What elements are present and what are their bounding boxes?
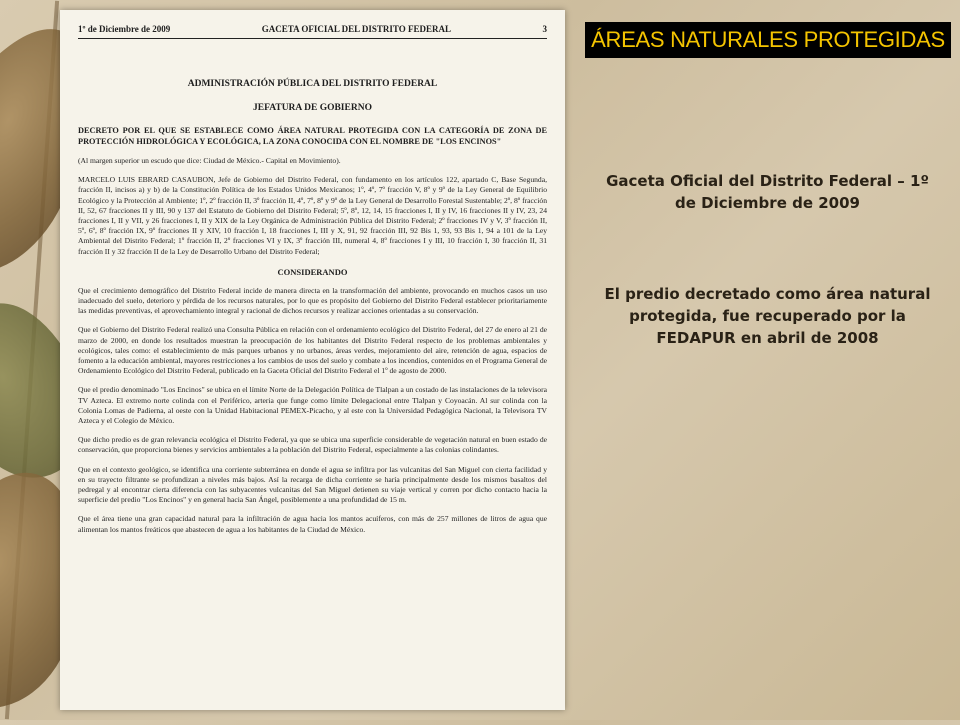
paragraph-3: Que el predio denominado "Los Encinos" se ubica en el límite Norte de la Delegación Política de Tlalpan a un costado de las instalaciones de la televisora TV Azteca. El extremo norte colinda con el Periférico, arteria que funge como límite Delegacional entre Tlalpan y Coyoacán. Al sur colinda con la Colonia Lomas de Padierna, al oeste con la Unidad Habitacional PEMEX-Picacho, y al este con la Universidad Pedagógica Nacional, la Televisora TV Azteca y el Colegio de México. (78, 385, 547, 426)
intro-paragraph: MARCELO LUIS EBRARD CASAUBON, Jefe de Gobierno del Distrito Federal, con fundamento en los artículos 122, apartado C, Base Segunda, fracción II, incisos a) y b) de la Constitución Política de los Estados Unidos Mexicanos; 1º, 4º, 7º fracción V, 8º y 9º de la Ley General de Equilibrio Ecológico y la Protección al Ambiente; 1º, 2º fracción II, 3º fracción II, 4º, 7º, 8º y 9º de la Ley General de Desarrollo Forestal Sustentable; 2º, 8º fracción II, 52, 67 fracciones II y III, 90 y 137 del Estatuto de Gobierno del Distrito Federal; 5º, 8º, 12, 14, 15 fracciones I, II y IV, 16 fracciones II y IV, 23, 24 fracciones I, II y VII, y 26 fracciones I, II y XIX de la Ley Orgánica de Administración Pública del Distrito Federal; 2º fracciones IV y V, 3º fracción II, 5º, 6º, 8º fracción IX, 9º fracciones II y XIV, 10 fracción I, 18 fracciones I, III y X, 91, 92 fracción III, 92 Bis 1, 93, 93 Bis 1, 94 a 101 de la Ley Ambiental del Distrito Federal; 1º fracción II, 2º fracciones VI y IX, 3º fracción III, numeral 4, 8º fracciones I y III, 10 fracción I, 30 fracción II, 31 fracción II y 32 fracción II de la Ley de Desarrollo Urbano del Distrito Federal; (78, 175, 547, 256)
paragraph-1: Que el crecimiento demográfico del Distrito Federal incide de manera directa en la transformación del ambiente, provocando en muchos casos un uso inadecuado del suelo, deterioro y pérdida de los recursos naturales, por lo que es propósito del Gobierno del Distrito Federal establecer prioritariamente las medidas preventivas, el aprovechamiento integral y racional de dichos recursos y realizar acciones orientadas a su conservación. (78, 285, 547, 316)
caption-fedapur-recovery: El predio decretado como área natural protegida, fue recuperado por la FEDAPUR en abril de 2008 (604, 285, 931, 347)
paragraph-5: Que en el contexto geológico, se identifica una corriente subterránea en donde el agua se infiltra por las vulcanitas del San Miguel con cierta facilidad y en su trayecto filtrante se profundizan a niveles más bajos. Así la recarga de dicha corriente se haría principalmente desde los mismos basaltos del pedregal y al encontrar cierta diferencia con las subyacentes vulcanitas del San Miguel detienen su viaje vertical y corren por dicho contacto hacia la superficie del predio "Los Encinos" y en general hacia San Ángel, posiblemente a una profundidad de 15 m. (78, 464, 547, 505)
considerando-heading: CONSIDERANDO (277, 266, 348, 277)
margin-note: (Al margen superior un escudo que dice: Ciudad de México.- Capital en Movimiento). (78, 156, 341, 165)
header-page-number: 3 (542, 24, 547, 34)
header-date: 1º de Diciembre de 2009 (78, 24, 171, 34)
caption-gazette-date: Gaceta Oficial del Distrito Federal – 1º de Diciembre de 2009 (606, 172, 929, 212)
paragraph-2: Que el Gobierno del Distrito Federal realizó una Consulta Pública en relación con el ordenamiento ecológico del Distrito Federal, del 27 de enero al 21 de marzo de 2000, en donde los resultados muestran la preocupación de los habitantes del Distrito Federal respecto de los problemas ambientales y ecológicos, tales como: el establecimiento de más parques urbanos y no urbanos, áreas verdes, mejoramiento del aire, retención de agua, espacios de fomento a la educación ambiental, mayores restricciones a los cambios de usos del suelo y combate a los incendios, contenidos en el Programa General de Ordenamiento Ecológico del Distrito Federal, publicado en la Gaceta Oficial del Distrito Federal el 1º de agosto de 2000. (78, 325, 547, 376)
admin-heading: ADMINISTRACIÓN PÚBLICA DEL DISTRITO FEDERAL (187, 79, 438, 89)
jefatura-heading: JEFATURA DE GOBIERNO (253, 103, 372, 113)
slide-title: ÁREAS NATURALES PROTEGIDAS (585, 22, 951, 58)
decree-title: DECRETO POR EL QUE SE ESTABLECE COMO ÁREA NATURAL PROTEGIDA CON LA CATEGORÍA DE ZONA DE PROTECCIÓN HIDROLÓGICA Y ECOLÓGICA, LA ZONA CONOCIDA CON EL NOMBRE DE "LOS ENCINOS" (78, 126, 547, 146)
paragraph-6: Que el área tiene una gran capacidad natural para la infiltración de agua hacia los mantos acuíferos, con más de 257 millones de litros de agua que alimentan los mantos freáticos que abastecen de agua a los habitantes de la Ciudad de México. (78, 514, 547, 534)
header-title: GACETA OFICIAL DEL DISTRITO FEDERAL (261, 24, 451, 34)
gazette-header (78, 24, 547, 39)
gazette-page-image (60, 10, 565, 710)
paragraph-4: Que dicho predio es de gran relevancia ecológica el Distrito Federal, ya que se ubica una superficie considerable de vegetación natural en buen estado de conservación, que proporciona bienes y servicios ambientales a la población del Distrito Federal, especialmente a las colonias colindantes. (78, 435, 547, 455)
